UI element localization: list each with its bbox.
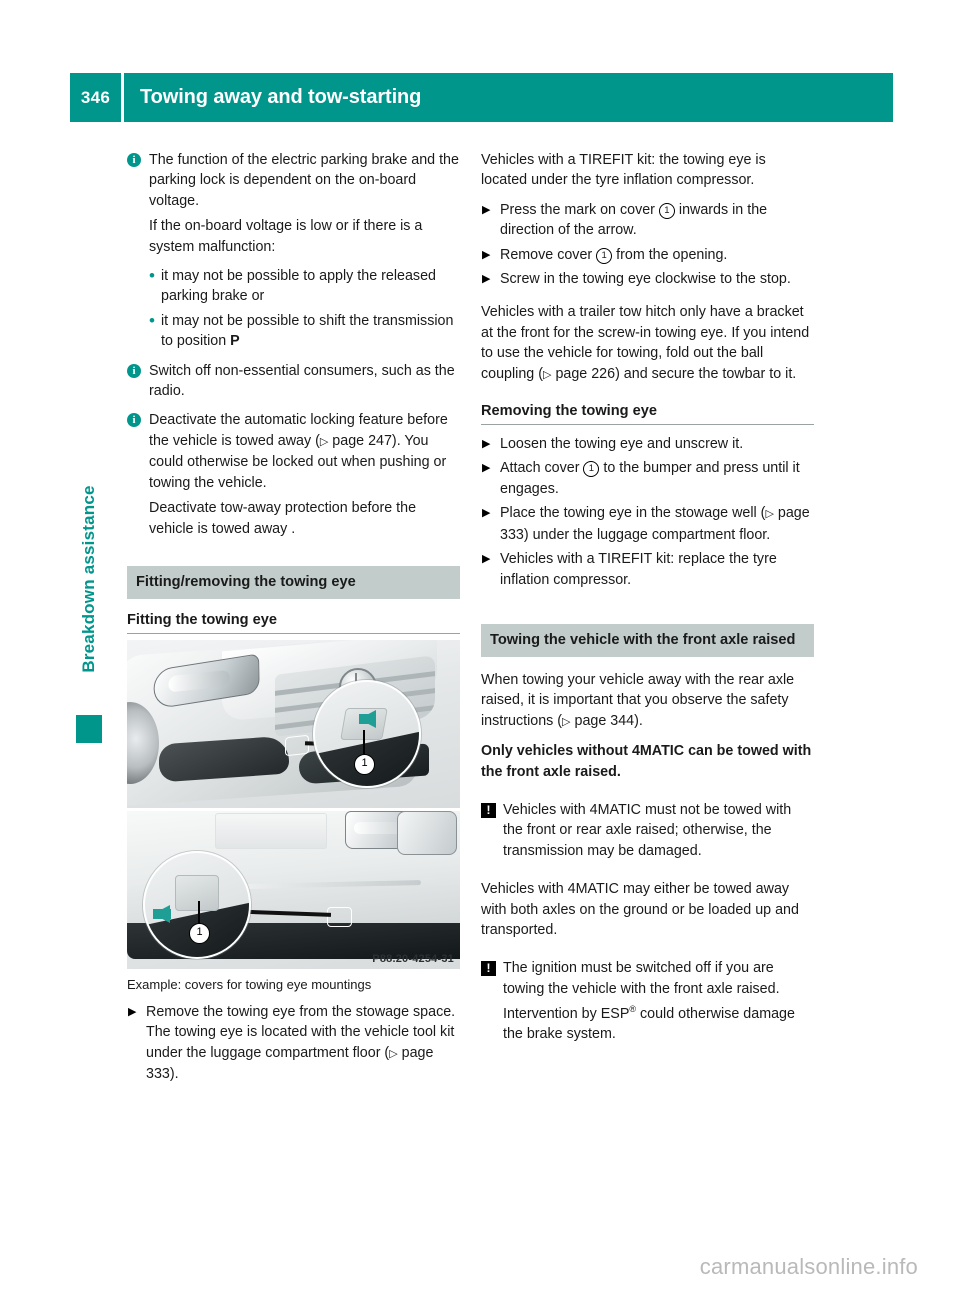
warning-note-text: The ignition must be switched off if you are towing the vehicle with the front axle raised. Intervention by ESP® could otherwise damage the brake system. bbox=[503, 960, 795, 1043]
callout-number-inline: 1 bbox=[596, 248, 612, 264]
info-note-consumers bbox=[127, 361, 460, 402]
step-text: Place the towing eye in the stowage well (▷ page 333) under the luggage compartment floor. bbox=[500, 505, 810, 543]
step-attach-cover bbox=[481, 458, 814, 499]
chapter-tab-label: Breakdown assistance bbox=[79, 485, 98, 673]
step-replace-compressor bbox=[481, 549, 814, 590]
warning-icon: ! bbox=[481, 961, 496, 976]
info-icon: i bbox=[127, 364, 141, 378]
step-triangle-icon: ▶ bbox=[482, 507, 491, 520]
section-heading-fitting-removing: Fitting/removing the towing eye bbox=[127, 566, 460, 599]
magnifier-callout-front bbox=[313, 680, 421, 788]
bullet-icon: • bbox=[149, 310, 155, 330]
direction-arrow-icon bbox=[153, 905, 170, 923]
page-title: Towing away and tow-starting bbox=[140, 86, 422, 108]
info-note-locking-feature bbox=[127, 410, 460, 538]
figure-rear-bumper bbox=[127, 811, 460, 969]
list-item bbox=[127, 311, 460, 352]
subsection-heading-fitting: Fitting the towing eye bbox=[127, 612, 460, 634]
info-note-continuation: Deactivate tow-away protection before the vehicle is towed away . bbox=[149, 500, 417, 537]
callout-stem bbox=[363, 730, 365, 754]
step-triangle-icon: ▶ bbox=[482, 273, 491, 286]
paragraph-tirefit-location: Vehicles with a TIREFIT kit: the towing eye is located under the tyre inflation compressor. bbox=[481, 152, 766, 189]
towing-eye-cover-shape bbox=[175, 875, 219, 911]
page-ref-triangle-icon: ▷ bbox=[765, 508, 774, 521]
paragraph-rear-axle-safety: When towing your vehicle away with the rear axle raised, it is important that you observe the safety instructions (▷ page 344). bbox=[481, 671, 795, 729]
step-remove-cover bbox=[481, 245, 814, 265]
step-press-cover-mark bbox=[481, 200, 814, 241]
info-note-parking-brake bbox=[127, 150, 460, 257]
page-ref-triangle-icon: ▷ bbox=[543, 368, 552, 381]
step-screw-in-towing-eye bbox=[481, 269, 814, 289]
chapter-tab bbox=[76, 449, 102, 709]
step-text: Press the mark on cover 1 inwards in the direction of the arrow. bbox=[500, 201, 768, 239]
step-triangle-icon: ▶ bbox=[482, 462, 491, 475]
page-header bbox=[70, 73, 893, 122]
warning-note-ignition bbox=[481, 958, 814, 1044]
callout-number-inline: 1 bbox=[583, 461, 599, 477]
step-text: Attach cover 1 to the bumper and press until it engages. bbox=[500, 460, 800, 497]
footer-watermark: carmanualsonline.info bbox=[699, 1254, 918, 1279]
subsection-heading-removing: Removing the towing eye bbox=[481, 403, 814, 425]
warning-note-text: Vehicles with 4MATIC must not be towed with the front or rear axle raised; otherwise, the transmission may be damaged. bbox=[503, 801, 792, 859]
spacer bbox=[481, 949, 814, 958]
page-ref-triangle-icon: ▷ bbox=[562, 715, 571, 728]
callout-number-inline: 1 bbox=[659, 203, 675, 219]
chapter-tab-block bbox=[76, 715, 102, 743]
section-heading-towing-front-axle: Towing the vehicle with the front axle raised bbox=[481, 624, 814, 657]
malfunction-bullet-list bbox=[127, 266, 460, 352]
callout-number-1: 1 bbox=[354, 754, 375, 775]
page-ref-triangle-icon: ▷ bbox=[389, 1047, 398, 1060]
magnifier-callout-rear bbox=[143, 851, 251, 959]
cover-highlight-marker bbox=[327, 907, 352, 927]
info-note-continuation: If the on-board voltage is low or if there is a system malfunction: bbox=[149, 218, 423, 255]
cover-highlight-marker bbox=[285, 735, 309, 757]
spacer bbox=[481, 791, 814, 800]
info-note-text: Deactivate the automatic locking feature before the vehicle is towed away (▷ page 247). You could otherwise be locked out when pushing or towing the vehicle. bbox=[149, 412, 448, 491]
spacer bbox=[127, 548, 460, 566]
step-continuation: The towing eye is located with the vehicle tool kit under the luggage compartment floor (▷ page 333). bbox=[146, 1024, 455, 1083]
step-text: Screw in the towing eye clockwise to the stop. bbox=[500, 271, 791, 288]
step-triangle-icon: ▶ bbox=[482, 248, 491, 261]
step-place-towing-eye bbox=[481, 503, 814, 545]
step-text: Loosen the towing eye and unscrew it. bbox=[500, 436, 744, 453]
step-remove-towing-eye bbox=[127, 1002, 460, 1085]
bullet-icon: • bbox=[149, 266, 155, 286]
step-triangle-icon: ▶ bbox=[482, 438, 491, 451]
figure-code: P88.20-4254-31 bbox=[372, 952, 454, 965]
taillight-shape bbox=[397, 811, 457, 855]
spacer bbox=[481, 594, 814, 624]
callout-number-1: 1 bbox=[189, 923, 210, 944]
license-plate-recess-shape bbox=[215, 813, 327, 849]
step-text: Remove the towing eye from the stowage space. bbox=[146, 1003, 456, 1020]
spacer bbox=[481, 293, 814, 302]
page-number: 346 bbox=[80, 87, 111, 107]
step-text: Vehicles with a TIREFIT kit: replace the tyre inflation compressor. bbox=[500, 551, 777, 588]
info-icon: i bbox=[127, 153, 141, 167]
paragraph-4matic-transport: Vehicles with 4MATIC may either be towed away with both axles on the ground or be loaded up and transported. bbox=[481, 881, 799, 938]
page-ref-triangle-icon: ▷ bbox=[319, 435, 329, 448]
step-triangle-icon: ▶ bbox=[128, 1005, 137, 1018]
direction-arrow-icon bbox=[359, 710, 376, 728]
warning-icon: ! bbox=[481, 803, 496, 818]
info-icon: i bbox=[127, 413, 141, 427]
info-note-text: The function of the electric parking brake and the parking lock is dependent on the on-board voltage. bbox=[149, 152, 459, 209]
list-item-label: it may not be possible to apply the released parking brake or bbox=[161, 268, 436, 305]
paragraph-trailer-tow-hitch: Vehicles with a trailer tow hitch only have a bracket at the front for the screw-in towing eye. If you intend to use the vehicle for towing, fold out the ball coupling (▷ page 226) and secure the towbar to it. bbox=[481, 304, 810, 382]
step-triangle-icon: ▶ bbox=[482, 553, 491, 566]
callout-stem bbox=[198, 901, 200, 923]
step-text: Remove cover 1 from the opening. bbox=[500, 246, 728, 263]
spacer bbox=[481, 870, 814, 879]
warning-note-4matic bbox=[481, 800, 814, 861]
figure-front-bumper bbox=[127, 640, 460, 808]
spacer bbox=[481, 394, 814, 403]
paragraph-only-without-4matic: Only vehicles without 4MATIC can be towed with the front axle raised. bbox=[481, 743, 812, 780]
figure-caption: Example: covers for towing eye mountings bbox=[127, 976, 372, 992]
list-item bbox=[127, 266, 460, 307]
left-column bbox=[127, 150, 460, 1089]
info-note-text: Switch off non-essential consumers, such as the radio. bbox=[149, 362, 455, 400]
step-loosen-towing-eye bbox=[481, 434, 814, 454]
list-item-label: it may not be possible to shift the transmission to position P bbox=[161, 312, 454, 350]
step-triangle-icon: ▶ bbox=[482, 203, 491, 216]
right-column bbox=[481, 150, 814, 1054]
